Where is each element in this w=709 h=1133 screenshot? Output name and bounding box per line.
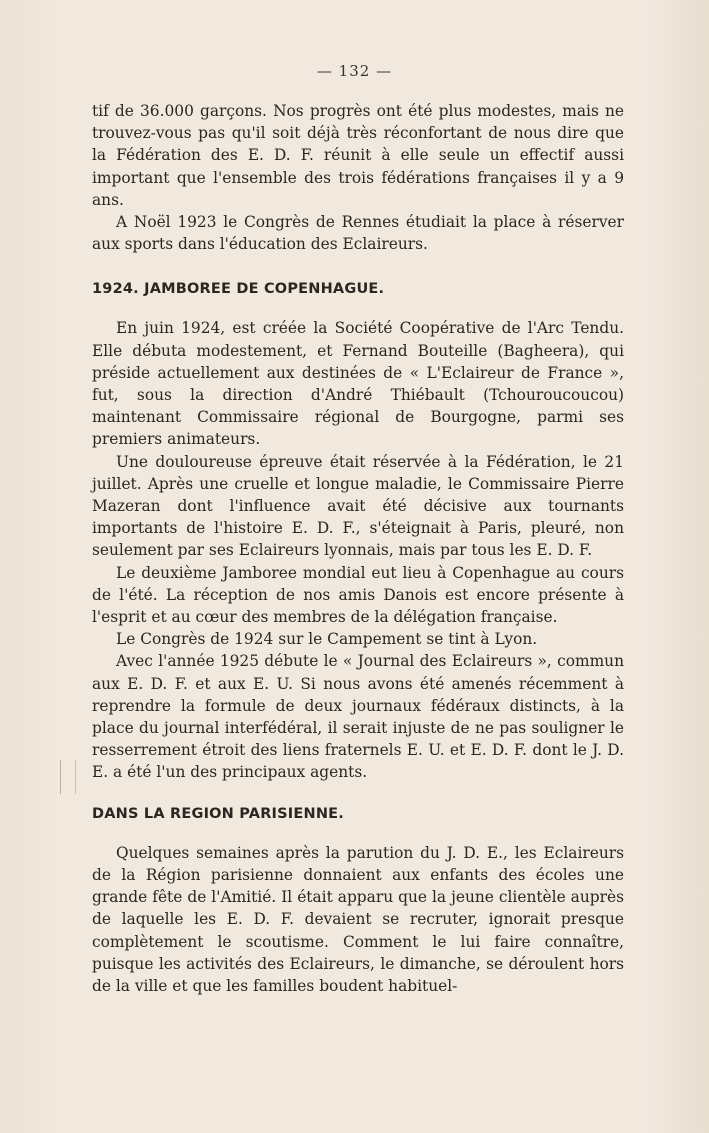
paragraph: En juin 1924, est créée la Société Coopérative de l'Arc Tendu. Elle débuta modestement, et Fernand Bouteille (Bagheera), qui préside actuellement aux destinées de « L'Eclaireur de France », fut, sous la direction d'André Thiébault (Tchouroucoucou) maintenant Commissaire régional de Bourgogne, parmi ses premiers animateurs. xyxy=(92,319,624,449)
paragraph: A Noël 1923 le Congrès de Rennes étudiait la place à réserver aux sports dans l'éducation des Eclaireurs. xyxy=(92,213,624,254)
section-heading-jamboree: 1924. JAMBOREE DE COPENHAGUE. xyxy=(92,281,385,298)
paragraph: Une douloureuse épreuve était réservée à la Fédération, le 21 juillet. Après une cruelle et longue maladie, le Commissaire Pierre Mazeran dont l'influence avait été décisive aux tournants importants de l'histoire E. D. F., s'éteignait à Paris, pleuré, non seulement par ses Eclaireurs lyonnais, mais par tous les E. D. F. xyxy=(92,452,624,560)
margin-mark xyxy=(60,760,76,794)
paragraph: Le Congrès de 1924 sur le Campement se tint à Lyon. xyxy=(116,630,538,649)
paragraph: Quelques semaines après la parution du J. D. E., les Eclaireurs de la Région parisienne donnaient aux enfants des écoles une grande fête de l'Amitié. Il était apparu que la jeune clientèle auprès de laquelle les E. D. F. devaient se recruter, ignorait presque complètement le scoutisme. Comment le lui faire connaître, puisque les activités des Eclaireurs, le dimanche, se déroulent hors de la ville et que les familles boudent habituel- xyxy=(92,843,624,995)
page-content xyxy=(92,100,624,997)
paragraph: Le deuxième Jamboree mondial eut lieu à Copenhague au cours de l'été. La réception de nos amis Danois est encore présente à l'esprit et au cœur des membres de la délégation française. xyxy=(92,563,624,627)
section-heading-region-parisienne: DANS LA REGION PARISIENNE. xyxy=(92,805,344,822)
paragraph-continued: tif de 36.000 garçons. Nos progrès ont été plus modestes, mais ne trouvez-vous pas qu'il soit déjà très réconfortant de nous dire que la Fédération des E. D. F. réunit à elle seule un effectif aussi important que l'ensemble des trois fédérations françaises il y a 9 ans. xyxy=(92,102,624,209)
paragraph: Avec l'année 1925 débute le « Journal des Eclaireurs », commun aux E. D. F. et aux E. U. Si nous avons été amenés récemment à reprendre la formule de deux journaux fédéraux distincts, à la place du journal interfédéral, il serait injuste de ne pas souligner le resserrement étroit des liens fraternels E. U. et E. D. F. dont le J. D. E. a été l'un des principaux agents. xyxy=(92,652,624,782)
page-number: — 132 — xyxy=(316,62,393,80)
